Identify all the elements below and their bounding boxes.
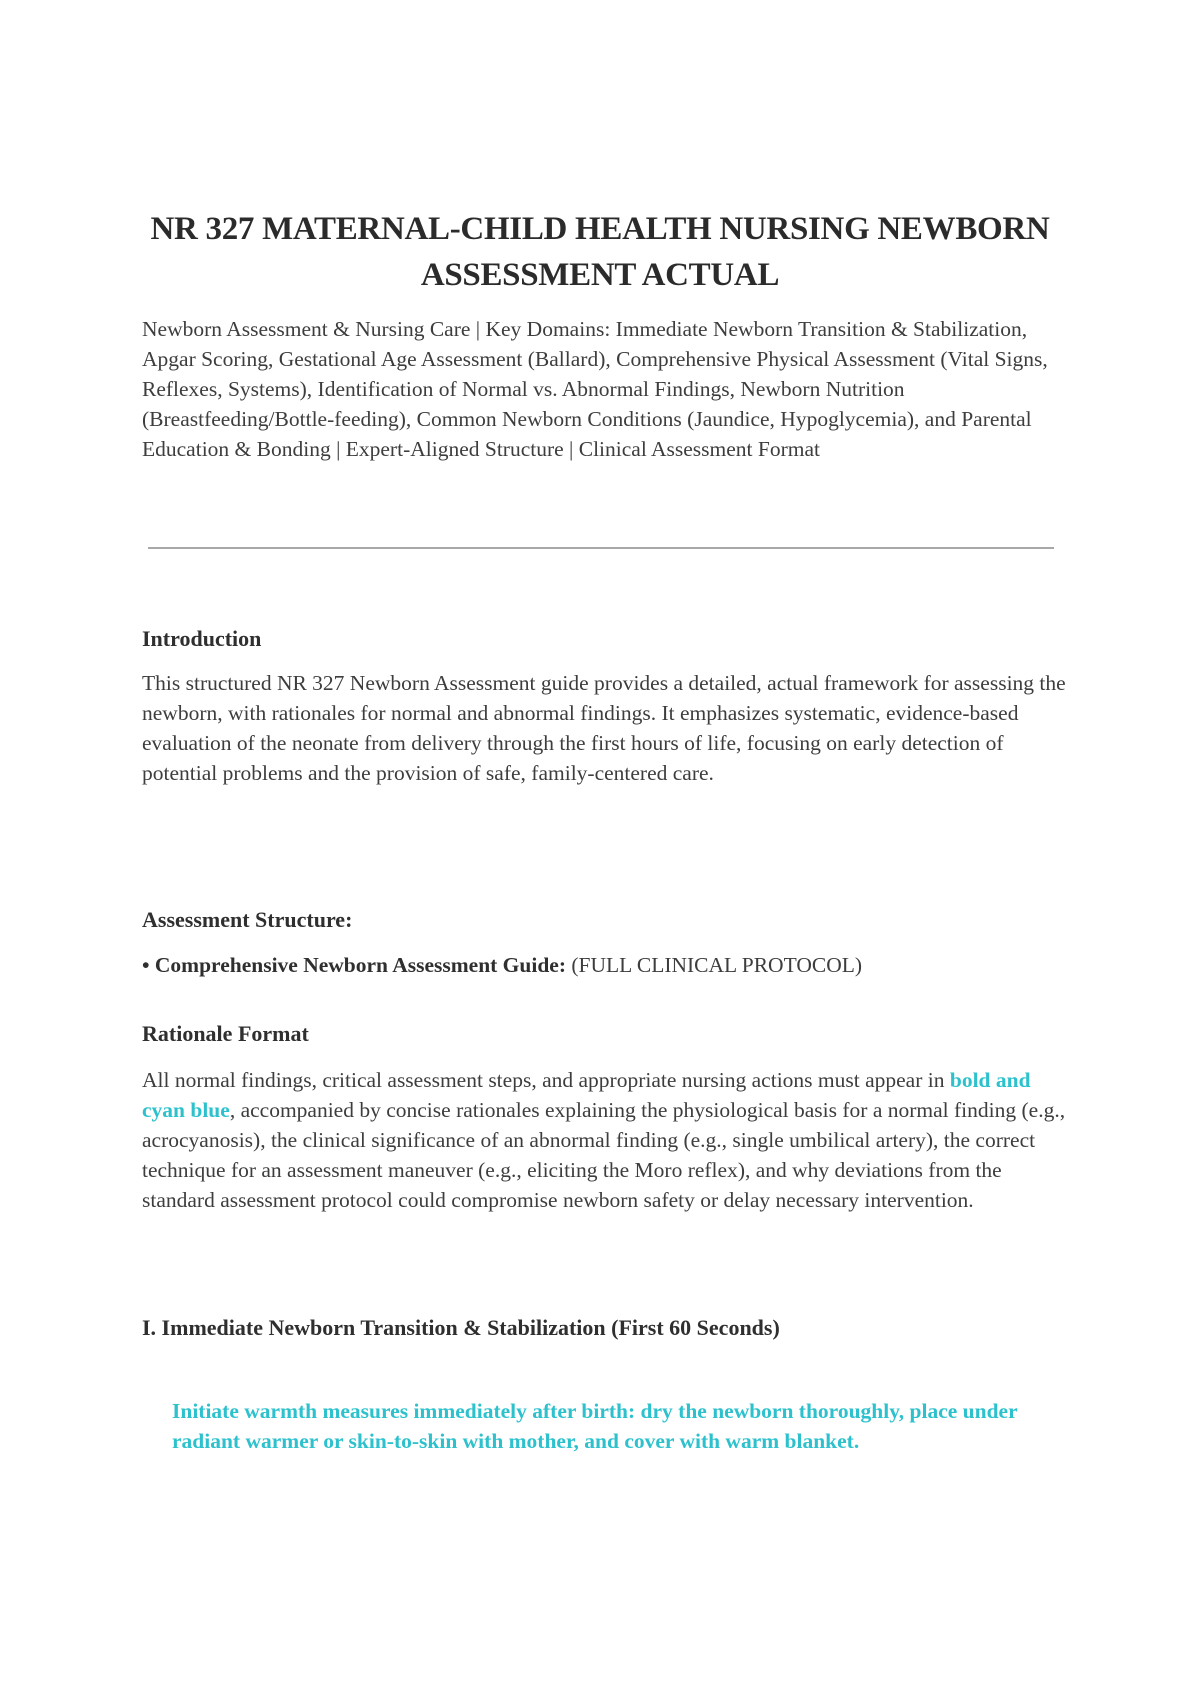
title-line-1: NR 327 MATERNAL-CHILD HEALTH NURSING NEWBORN: [150, 211, 1050, 247]
bullet-label: Comprehensive Newborn Assessment Guide:: [154, 953, 566, 977]
cyan-highlight-text: bold and cyan blue: [142, 1068, 1031, 1122]
bullet-icon: •: [142, 953, 150, 977]
rationale-text-after: , accompanied by concise rationales explaining the physiological basis for a normal finding (e.g., acrocyanosis), the clinical significance of an abnormal finding (e.g., single umbilical artery), the correct technique for an assessment maneuver (e.g., eliciting the Moro reflex), and why deviations from the standard assessment protocol could compromise newborn safety or delay necessary intervention.: [142, 1098, 1066, 1212]
rationale-format-heading: Rationale Format: [142, 1021, 309, 1046]
section-1-heading: I. Immediate Newborn Transition & Stabilization (First 60 Seconds): [142, 1315, 780, 1340]
horizontal-divider: [148, 547, 1054, 549]
document-subtitle: Newborn Assessment & Nursing Care | Key Domains: Immediate Newborn Transition & Stabilization, Apgar Scoring, Gestational Age Assessment (Ballard), Comprehensive Physical Assessment (Vital Signs, Reflexes, Systems), Identification of Normal vs. Abnormal Findings, Newborn Nutrition (Breastfeeding/Bottle-feeding), Common Newborn Conditions (Jaundice, Hypoglycemia), and Parental Education & Bonding | Expert-Aligned Structure | Clinical Assessment Format: [142, 317, 1048, 461]
introduction-body: This structured NR 327 Newborn Assessment guide provides a detailed, actual framework for assessing the newborn, with rationales for normal and abnormal findings. It emphasizes systematic, evidence-based evaluation of the neonate from delivery through the first hours of life, focusing on early detection of potential problems and the provision of safe, family-centered care.: [142, 671, 1066, 785]
assessment-structure-bullet: [142, 950, 862, 980]
assessment-structure-heading: Assessment Structure:: [142, 907, 353, 932]
bullet-value: (FULL CLINICAL PROTOCOL): [571, 953, 863, 977]
document-title: [130, 206, 1070, 298]
title-line-2: ASSESSMENT ACTUAL: [420, 257, 780, 293]
introduction-heading: Introduction: [142, 626, 262, 651]
section-1-callout: Initiate warmth measures immediately after birth: dry the newborn thoroughly, place under radiant warmer or skin-to-skin with mother, and cover with warm blanket.: [172, 1399, 1018, 1453]
rationale-text-before: All normal findings, critical assessment steps, and appropriate nursing actions must appear in: [142, 1068, 950, 1092]
rationale-format-body: [142, 1065, 1072, 1215]
